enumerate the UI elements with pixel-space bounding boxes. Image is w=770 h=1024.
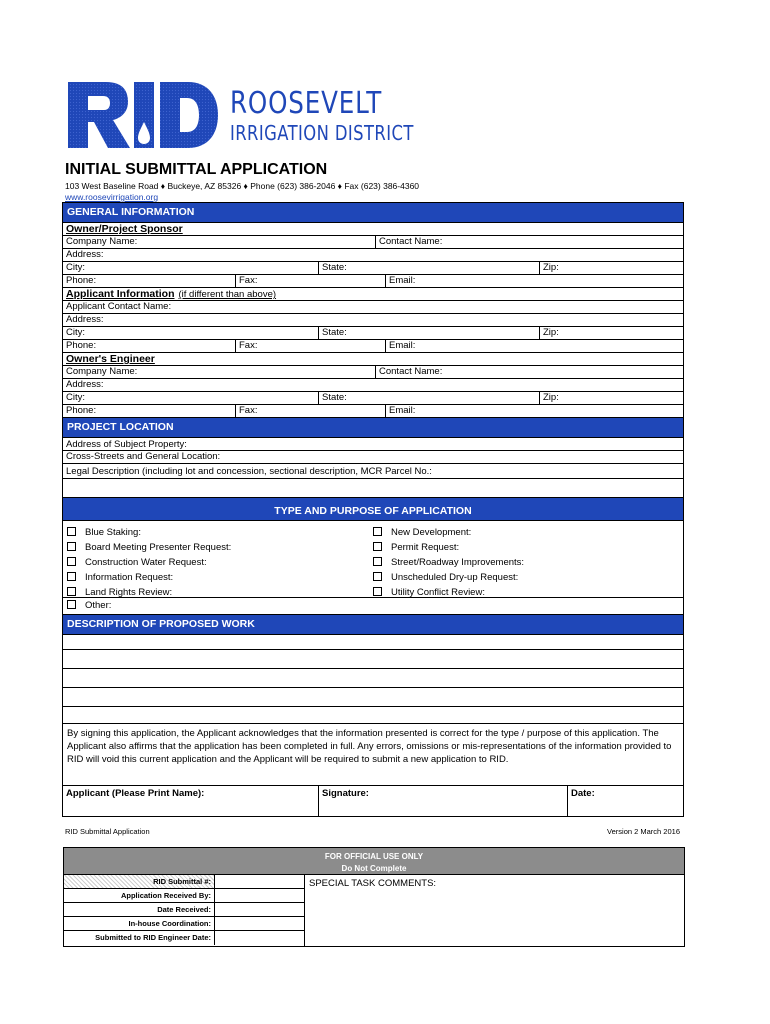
office-label-received-by: Application Received By: <box>64 889 214 903</box>
brand-name: ROOSEVELT <box>230 86 383 121</box>
applicant-city-field[interactable]: City: <box>66 327 85 338</box>
engineer-city-row <box>63 392 683 405</box>
applicant-heading-note: (if different than above) <box>178 289 277 300</box>
type-options-left <box>67 525 231 600</box>
signature-row <box>63 786 683 816</box>
office-value-engineer-date[interactable] <box>214 931 304 945</box>
engineer-heading: Owner's Engineer <box>63 353 683 366</box>
description-line[interactable] <box>63 707 683 724</box>
engineer-fax-field[interactable]: Fax: <box>235 405 385 417</box>
type-option[interactable] <box>373 570 524 585</box>
applicant-zip-field[interactable]: Zip: <box>539 327 683 339</box>
owner-state-field[interactable]: State: <box>318 262 539 274</box>
engineer-phone-row <box>63 405 683 418</box>
checkbox[interactable] <box>373 572 382 581</box>
office-value-submittal[interactable] <box>214 875 304 889</box>
cross-streets-row <box>63 451 683 464</box>
type-option[interactable] <box>67 525 231 540</box>
owner-phone-row <box>63 275 683 288</box>
checkbox[interactable] <box>67 600 76 609</box>
official-use-note: Do Not Complete <box>341 864 407 873</box>
office-value-received-by[interactable] <box>214 889 304 903</box>
owner-phone-field[interactable]: Phone: <box>66 275 97 286</box>
owner-fax-field[interactable]: Fax: <box>235 275 385 287</box>
owner-city-field[interactable]: City: <box>66 262 85 273</box>
type-option[interactable] <box>67 570 231 585</box>
office-value-date-received[interactable] <box>214 903 304 917</box>
office-label-date-received: Date Received: <box>64 903 214 917</box>
applicant-email-field[interactable]: Email: <box>385 340 683 352</box>
page-title: INITIAL SUBMITTAL APPLICATION <box>65 161 328 178</box>
owner-zip-field[interactable]: Zip: <box>539 262 683 274</box>
type-option-label: Street/Roadway Improvements: <box>391 557 525 568</box>
checkbox[interactable] <box>67 542 76 551</box>
legal-extra-line[interactable] <box>63 478 683 498</box>
property-address-row <box>63 438 683 451</box>
footer-form-name: RID Submittal Application <box>65 827 150 836</box>
engineer-contact-field[interactable]: Contact Name: <box>375 366 683 378</box>
applicant-phone-field[interactable]: Phone: <box>66 340 97 351</box>
description-line[interactable] <box>63 650 683 669</box>
owner-company-row <box>63 236 683 249</box>
office-label-submittal: RID Submittal #: <box>64 875 214 889</box>
checkbox[interactable] <box>373 587 382 596</box>
type-option-label: Board Meeting Presenter Request: <box>85 542 232 553</box>
type-options <box>63 521 683 598</box>
engineer-company-row <box>63 366 683 379</box>
project-location-heading: PROJECT LOCATION <box>63 418 683 438</box>
applicant-fax-field[interactable]: Fax: <box>235 340 385 352</box>
type-option-label: Information Request: <box>85 572 174 583</box>
office-label-coordination: In-house Coordination: <box>64 917 214 931</box>
applicant-heading-text: Applicant Information <box>66 288 175 300</box>
brand-subtitle: IRRIGATION DISTRICT <box>230 121 414 145</box>
website-link[interactable]: www.roosevirrigation.org <box>65 192 159 202</box>
legal-description-row <box>63 464 683 478</box>
owner-heading: Owner/Project Sponsor <box>63 223 683 236</box>
type-option[interactable] <box>67 585 231 600</box>
owner-contact-field[interactable]: Contact Name: <box>375 236 683 248</box>
type-option[interactable] <box>373 585 524 600</box>
special-task-comments[interactable]: SPECIAL TASK COMMENTS: <box>304 875 684 946</box>
applicant-address-field[interactable]: Address: <box>66 314 104 325</box>
engineer-phone-field[interactable]: Phone: <box>66 405 97 416</box>
cross-streets-field[interactable]: Cross-Streets and General Location: <box>66 451 221 462</box>
engineer-zip-field[interactable]: Zip: <box>539 392 683 404</box>
type-option-label: Construction Water Request: <box>85 557 207 568</box>
type-option[interactable] <box>67 555 231 570</box>
property-address-field[interactable]: Address of Subject Property: <box>66 439 187 450</box>
checkbox[interactable] <box>67 557 76 566</box>
footer-version: Version 2 March 2016 <box>607 827 680 836</box>
type-option[interactable] <box>373 555 524 570</box>
owner-company-field[interactable]: Company Name: <box>66 236 138 247</box>
application-form <box>62 202 684 817</box>
official-use-section <box>63 847 685 947</box>
type-option[interactable] <box>373 540 524 555</box>
type-option-label: Land Rights Review: <box>85 587 173 598</box>
office-value-coordination[interactable] <box>214 917 304 931</box>
type-option[interactable] <box>373 525 524 540</box>
type-option-label: New Development: <box>391 527 472 538</box>
official-use-heading <box>64 848 684 875</box>
applicant-contact-field[interactable]: Applicant Contact Name: <box>66 301 172 312</box>
engineer-email-field[interactable]: Email: <box>385 405 683 417</box>
checkbox[interactable] <box>373 557 382 566</box>
description-line[interactable] <box>63 669 683 688</box>
office-label-engineer-date: Submitted to RID Engineer Date: <box>95 933 211 942</box>
applicant-address-row <box>63 314 683 327</box>
description-heading: DESCRIPTION OF PROPOSED WORK <box>63 615 683 635</box>
rid-logo <box>66 80 220 150</box>
type-purpose-heading: TYPE AND PURPOSE OF APPLICATION <box>63 498 683 521</box>
type-option-label: Utility Conflict Review: <box>391 587 485 598</box>
general-information-heading: GENERAL INFORMATION <box>63 203 683 223</box>
engineer-city-field[interactable]: City: <box>66 392 85 403</box>
type-option[interactable] <box>67 540 231 555</box>
type-option-label: Other: <box>85 600 112 611</box>
checkbox[interactable] <box>67 587 76 596</box>
date-field[interactable]: Date: <box>567 786 683 816</box>
type-option-other[interactable] <box>63 598 683 615</box>
checkbox[interactable] <box>67 572 76 581</box>
type-option-label: Permit Request: <box>391 542 460 553</box>
official-use-title: FOR OFFICIAL USE ONLY <box>324 852 424 861</box>
contact-address: 103 West Baseline Road ♦ Buckeye, AZ 85326 ♦ Phone (623) 386-2046 ♦ Fax (623) 386-4360 <box>65 181 420 191</box>
applicant-contact-row <box>63 301 683 314</box>
description-line[interactable] <box>63 688 683 707</box>
owner-city-row <box>63 262 683 275</box>
owner-address-row <box>63 249 683 262</box>
checkbox[interactable] <box>373 527 382 536</box>
type-option-label: Unscheduled Dry-up Request: <box>391 572 519 583</box>
type-option-label: Blue Staking: <box>85 527 141 538</box>
engineer-company-field[interactable]: Company Name: <box>66 366 138 377</box>
engineer-state-field[interactable]: State: <box>318 392 539 404</box>
applicant-city-row <box>63 327 683 340</box>
owner-address-field[interactable]: Address: <box>66 249 104 260</box>
applicant-phone-row <box>63 340 683 353</box>
checkbox[interactable] <box>373 542 382 551</box>
owner-email-field[interactable]: Email: <box>385 275 683 287</box>
legal-description-field[interactable]: Legal Description (including lot and concession, sectional description, MCR Parcel No.: <box>66 466 432 477</box>
signature-field[interactable]: Signature: <box>318 786 567 816</box>
legal-underline <box>473 478 683 479</box>
applicant-name-field[interactable]: Applicant (Please Print Name): <box>66 788 205 799</box>
applicant-state-field[interactable]: State: <box>318 327 539 339</box>
checkbox[interactable] <box>67 527 76 536</box>
description-line[interactable] <box>63 635 683 650</box>
engineer-address-field[interactable]: Address: <box>66 379 104 390</box>
type-options-right <box>373 525 524 600</box>
engineer-address-row <box>63 379 683 392</box>
declaration-text: By signing this application, the Applicant acknowledges that the information presented is correct for the type / purpose of this application. The Applicant also affirms that the application has been completed in full. Any errors, omissions or mis-representations of the information provided to RID will void this current application and the Applicant will be required to submit a new application to RID. <box>63 724 683 786</box>
applicant-heading <box>63 288 683 301</box>
